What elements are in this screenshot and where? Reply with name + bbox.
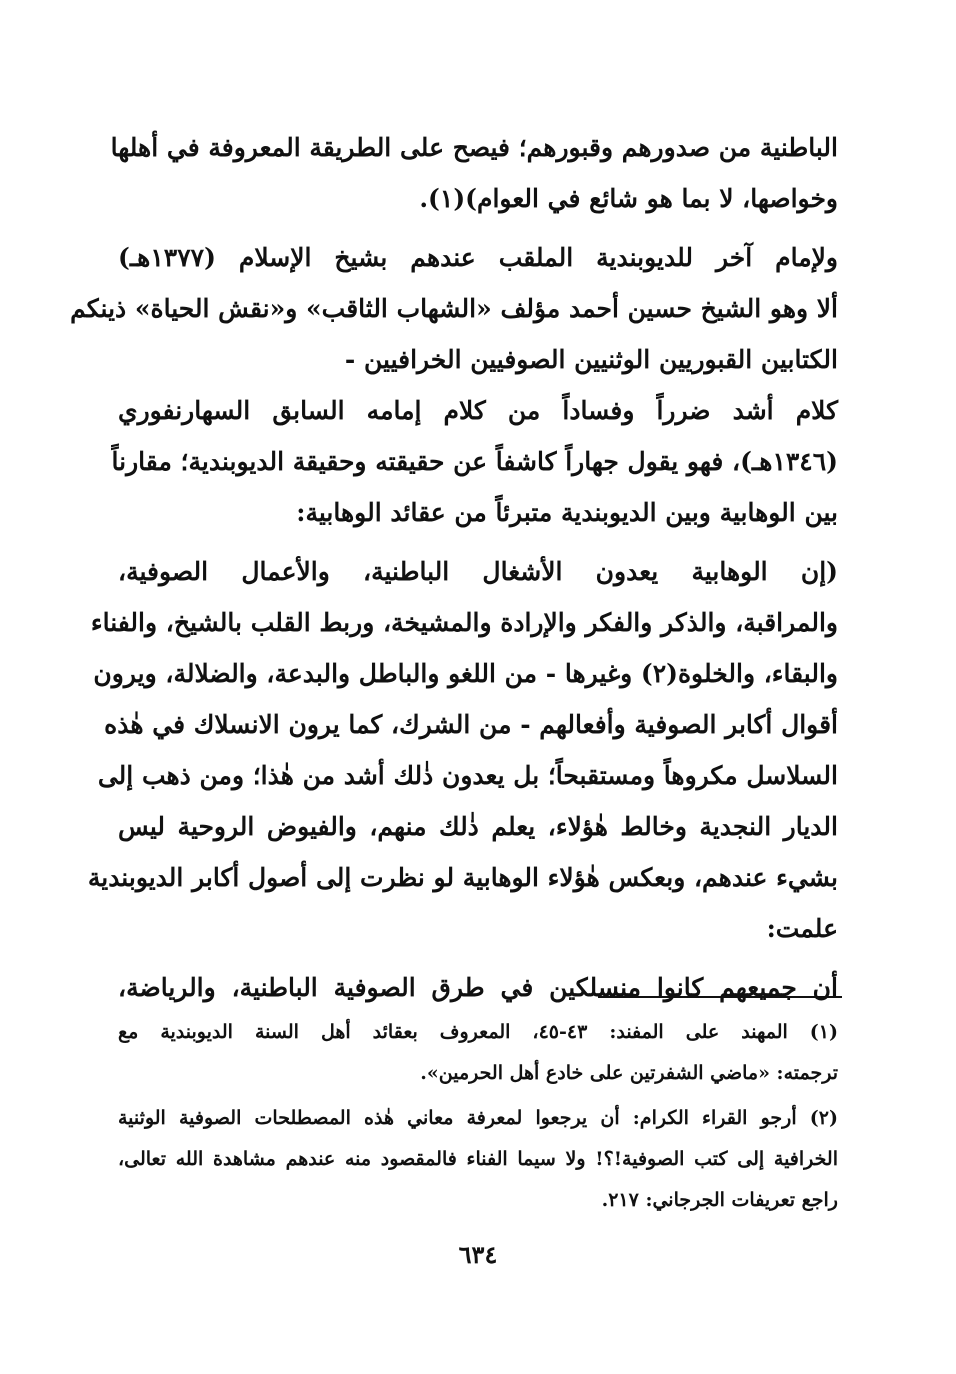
text-line: وخواصها، لا بما هو شائع في العوام)(١). [419, 184, 838, 213]
quote-line: السلاسل مكروهاً ومستقبحاً؛ بل يعدون ذٰلك أشد من هٰذا؛ ومن ذهب إلى [97, 761, 838, 790]
text-line: (١٣٤٦هـ)، فهو يقول جهاراً كاشفاً عن حقيقته وحقيقة الديوبندية؛ مقارناً [111, 447, 838, 476]
quote-line: (إن الوهابية يعدون الأشغال الباطنية، والأعمال الصوفية، [118, 557, 838, 586]
footnote-line: راجع تعريفات الجرجاني: ٢١٧. [601, 1189, 838, 1211]
quote-line: أقوال أكابر الصوفية وأفعالهم - من الشرك، كما يرون الانسلاك في هٰذه [104, 710, 838, 739]
quote-line: والمراقبة، والذكر والفكر والإرادة والمشيخة، وربط القلب بالشيخ، والفناء [90, 608, 838, 637]
text-line: الكتابين القبوريين الوثنيين الصوفيين الخرافيين - [344, 345, 838, 374]
footnote-line: الخرافية إلى كتب الصوفية!؟! ولا سيما الفناء فالمقصود منه عندهم مشاهدة الله تعالى، [118, 1148, 838, 1170]
text-line: كلام أشد ضرراً وفساداً من كلام إمامه السابق السهارنفوري [118, 396, 838, 425]
footnote-line: (١) المهند على المفند: ٤٣-٤٥، المعروف بعقائد أهل السنة الديوبندية مع [118, 1021, 839, 1043]
page-number: ٦٣٤ [458, 1240, 498, 1269]
footnote-line: (٢) أرجو القراء الكرام: أن يرجعوا لمعرفة معاني هٰذه المصطلحات الصوفية الوثنية [118, 1107, 838, 1129]
text-line: بين الوهابية وبين الديوبندية متبرئاً من عقائد الوهابية: [296, 498, 838, 527]
text-line: ألا وهو الشيخ حسين أحمد مؤلف «الشهاب الثاقب» و«نقش الحياة» ذينكم [70, 294, 838, 323]
quote-line: بشيء عندهم، وبعكس هٰؤلاء الوهابية لو نظرت إلى أصول أكابر الديوبندية [87, 863, 838, 892]
footnote-divider [598, 996, 842, 998]
quote-line: أن جميعهم كانوا منسلكين في طرق الصوفية الباطنية، والرياضة، [118, 973, 838, 1002]
footnote-line: ترجمته: «ماضي الشفرتين على خادع أهل الحرمين». [420, 1062, 838, 1084]
quote-line: والبقاء، والخلوة(٢) وغيرها - من اللغو والباطل والبدعة، والضلالة، ويرون [93, 659, 838, 688]
footnotes [118, 1012, 838, 1221]
main-text [70, 122, 838, 1013]
text-line: ولإمام آخر للديوبندية الملقب عندهم بشيخ الإسلام (١٣٧٧هـ) [118, 243, 838, 272]
quote-line: الديار النجدية وخالط هٰؤلاء، يعلم ذٰلك منهم، والفيوض الروحية ليس [118, 812, 838, 841]
quote-line: علمت: [766, 914, 838, 943]
text-line: الباطنية من صدورهم وقبورهم؛ فيصح على الطريقة المعروفة في أهلها [110, 133, 838, 162]
